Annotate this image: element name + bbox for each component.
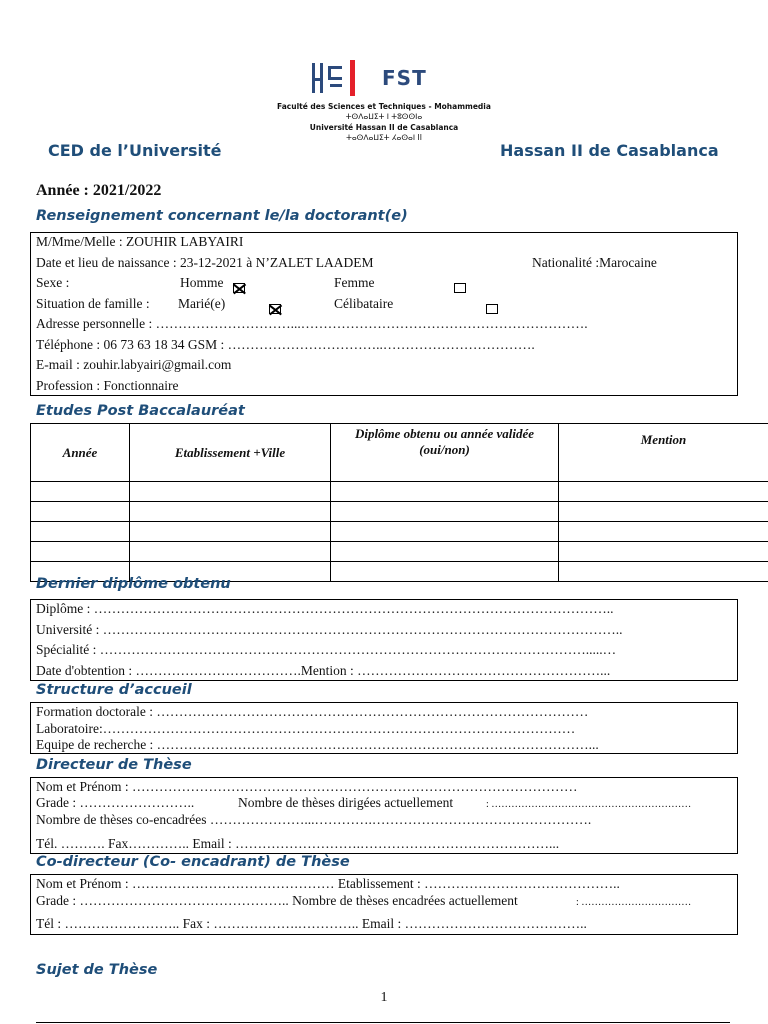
header-left: CED de l’Université — [48, 141, 222, 160]
codirecteur-tel-field[interactable]: Tél : …………………….. Fax : ……………….………….. Email : ………………………………….. — [36, 916, 587, 931]
directeur-co-encadrees-field[interactable]: Nombre de thèses co-encadrées …………………...………….…………………………………………. — [36, 812, 592, 827]
profession-field[interactable]: Profession : Fonctionnaire — [36, 378, 179, 393]
celibataire-checkbox[interactable] — [486, 304, 498, 314]
directeur-grade-field[interactable]: Grade : …………………….. — [36, 795, 195, 810]
renseignement-title: Renseignement concernant le/la doctorant(e) — [36, 208, 408, 224]
marie-checkbox[interactable] — [269, 304, 281, 314]
etudes-title: Etudes Post Baccalauréat — [36, 403, 245, 419]
naissance-field[interactable]: Date et lieu de naissance : 23-12-2021 à N’ZALET LAADEM — [36, 255, 374, 270]
structure-title: Structure d’accueil — [36, 682, 192, 698]
sujet-title: Sujet de Thèse — [36, 962, 158, 978]
faculty-line: Faculté des Sciences et Techniques - Mohammedia — [277, 102, 491, 111]
directeur-nombre-dirigees: Nombre de thèses dirigées actuellement — [238, 795, 454, 810]
etudes-table — [30, 423, 768, 582]
nationalite-field[interactable]: Nationalité :Marocaine — [532, 255, 657, 270]
uh2c-emblem-icon — [310, 60, 370, 96]
footer-rule — [36, 1022, 730, 1023]
table-row[interactable] — [31, 522, 768, 542]
formation-field[interactable]: Formation doctorale : …………………………………………………………………………………… — [36, 704, 589, 719]
fst-text: FST — [382, 66, 427, 90]
tifinagh-line-1: ⵜⵙⴷⴰⵡⵉⵜ ⵏ ⵜⵓⵙⵙⵏⴰ — [345, 112, 423, 121]
directeur-tel-field[interactable]: Tél. ………. Fax………….. Email : ……………………….……………………………………... — [36, 836, 560, 851]
telephone-field[interactable]: Téléphone : 06 73 63 18 34 GSM : ……………………………..……………………………. — [36, 337, 535, 352]
celibataire-label: Célibataire — [334, 296, 394, 311]
annee: Année : 2021/2022 — [36, 182, 162, 199]
etudes-header-row — [31, 424, 768, 482]
page-number: 1 — [380, 990, 388, 1005]
tifinagh-line-2: ⵜⴰⵙⴷⴰⵡⵉⵜ ⵃⴰⵙⴰⵏ II — [346, 133, 422, 142]
equipe-field[interactable]: Equipe de recherche : ……………………………………………………………………………………... — [36, 737, 599, 752]
directeur-nombre-dirigees-field[interactable]: : …………………………………………………… — [486, 799, 692, 810]
diplome-field[interactable]: Diplôme : …………………………………………………………………………………………………….. — [36, 601, 614, 616]
email-field[interactable]: E-mail : zouhir.labyairi@gmail.com — [36, 357, 232, 372]
table-row[interactable] — [31, 502, 768, 522]
universite-field[interactable]: Université : …………………………………………………………………………………………………….. — [36, 622, 623, 637]
dernier-title: Dernier diplôme obtenu — [36, 576, 231, 592]
femme-checkbox[interactable] — [454, 283, 466, 293]
col-etablissement: Etablissement +Ville — [130, 424, 331, 482]
marie-label: Marié(e) — [178, 296, 226, 311]
name-field[interactable]: M/Mme/Melle : ZOUHIR LABYAIRI — [36, 234, 244, 249]
codirecteur-nom-field[interactable]: Nom et Prénom : ……………………………………… Etablissement : …………………………………….. — [36, 876, 620, 891]
codirecteur-grade-field[interactable]: Grade : ……………………………………….. Nombre de thèses encadrées actuellement — [36, 893, 518, 908]
codirecteur-title: Co-directeur (Co- encadrant) de Thèse — [36, 854, 350, 870]
adresse-field[interactable]: Adresse personnelle : …………………………...………………………………………………………. — [36, 316, 588, 331]
specialite-field[interactable]: Spécialité : ……………………………………………………………………………………………….....… — [36, 642, 617, 657]
codirecteur-encadrees-field[interactable]: : …………………………… — [576, 897, 692, 908]
sexe-label: Sexe : — [36, 275, 70, 290]
university-line: Université Hassan II de Casablanca — [309, 123, 459, 132]
femme-label: Femme — [334, 275, 375, 290]
table-row[interactable] — [31, 542, 768, 562]
col-annee: Année — [31, 424, 130, 482]
homme-label: Homme — [180, 275, 224, 290]
header-right: Hassan II de Casablanca — [500, 141, 719, 160]
directeur-title: Directeur de Thèse — [36, 757, 192, 773]
col-mention: Mention — [559, 424, 768, 482]
homme-checkbox[interactable] — [233, 283, 245, 293]
col-diplome: Diplôme obtenu ou année validée (oui/non) — [331, 424, 559, 482]
date-obtention-field[interactable]: Date d'obtention : ……………………………….Mention : ………………………………………………... — [36, 663, 611, 678]
directeur-nom-field[interactable]: Nom et Prénom : ……………………………………………………………………………………… — [36, 779, 578, 794]
laboratoire-field[interactable]: Laboratoire:…………………………………………………………………………………………… — [36, 721, 576, 736]
table-row[interactable] — [31, 482, 768, 502]
situation-label: Situation de famille : — [36, 296, 150, 311]
